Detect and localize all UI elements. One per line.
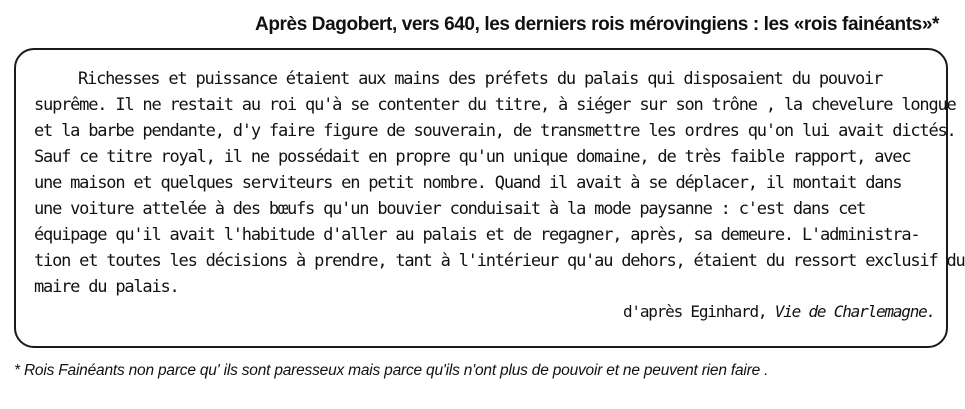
quote-line: Richesses et puissance étaient aux mains des préfets du palais qui disposaient du pouvoir (78, 69, 883, 89)
quote-line: tion et toutes les décisions à prendre, tant à l'intérieur qu'au dehors, étaient du ressort exclusif du (34, 251, 965, 271)
quote-line: Sauf ce titre royal, il ne possédait en propre qu'un unique domaine, de très faible rapport, avec (34, 147, 911, 167)
quote-line: une maison et quelques serviteurs en petit nombre. Quand il avait à se déplacer, il montait dans (34, 173, 902, 193)
quote-line: une voiture attelée à des bœufs qu'un bouvier conduisait à la mode paysanne : c'est dans cet (34, 199, 866, 219)
quote-line: maire du palais. (34, 277, 179, 297)
footnote: * Rois Fainéants non parce qu' ils sont paresseux mais parce qu'ils n'ont plus de pouvoir et ne peuvent rien faire . (14, 362, 769, 379)
source-work-title: Vie de Charlemagne. (774, 302, 935, 321)
quote-line: suprême. Il ne restait au roi qu'à se contenter du titre, à siéger sur son trône , la chevelure longue (34, 95, 956, 115)
source-prefix: d'après Eginhard, (622, 302, 775, 321)
document-title: Après Dagobert, vers 640, les derniers rois mérovingiens : les «rois fainéants»* (255, 14, 939, 35)
quote-source (623, 302, 935, 321)
quote-line: équipage qu'il avait l'habitude d'aller au palais et de regagner, après, sa demeure. L'administra- (34, 225, 920, 245)
quote-line: et la barbe pendante, d'y faire figure de souverain, de transmettre les ordres qu'on lui avait dictés. (34, 121, 956, 141)
